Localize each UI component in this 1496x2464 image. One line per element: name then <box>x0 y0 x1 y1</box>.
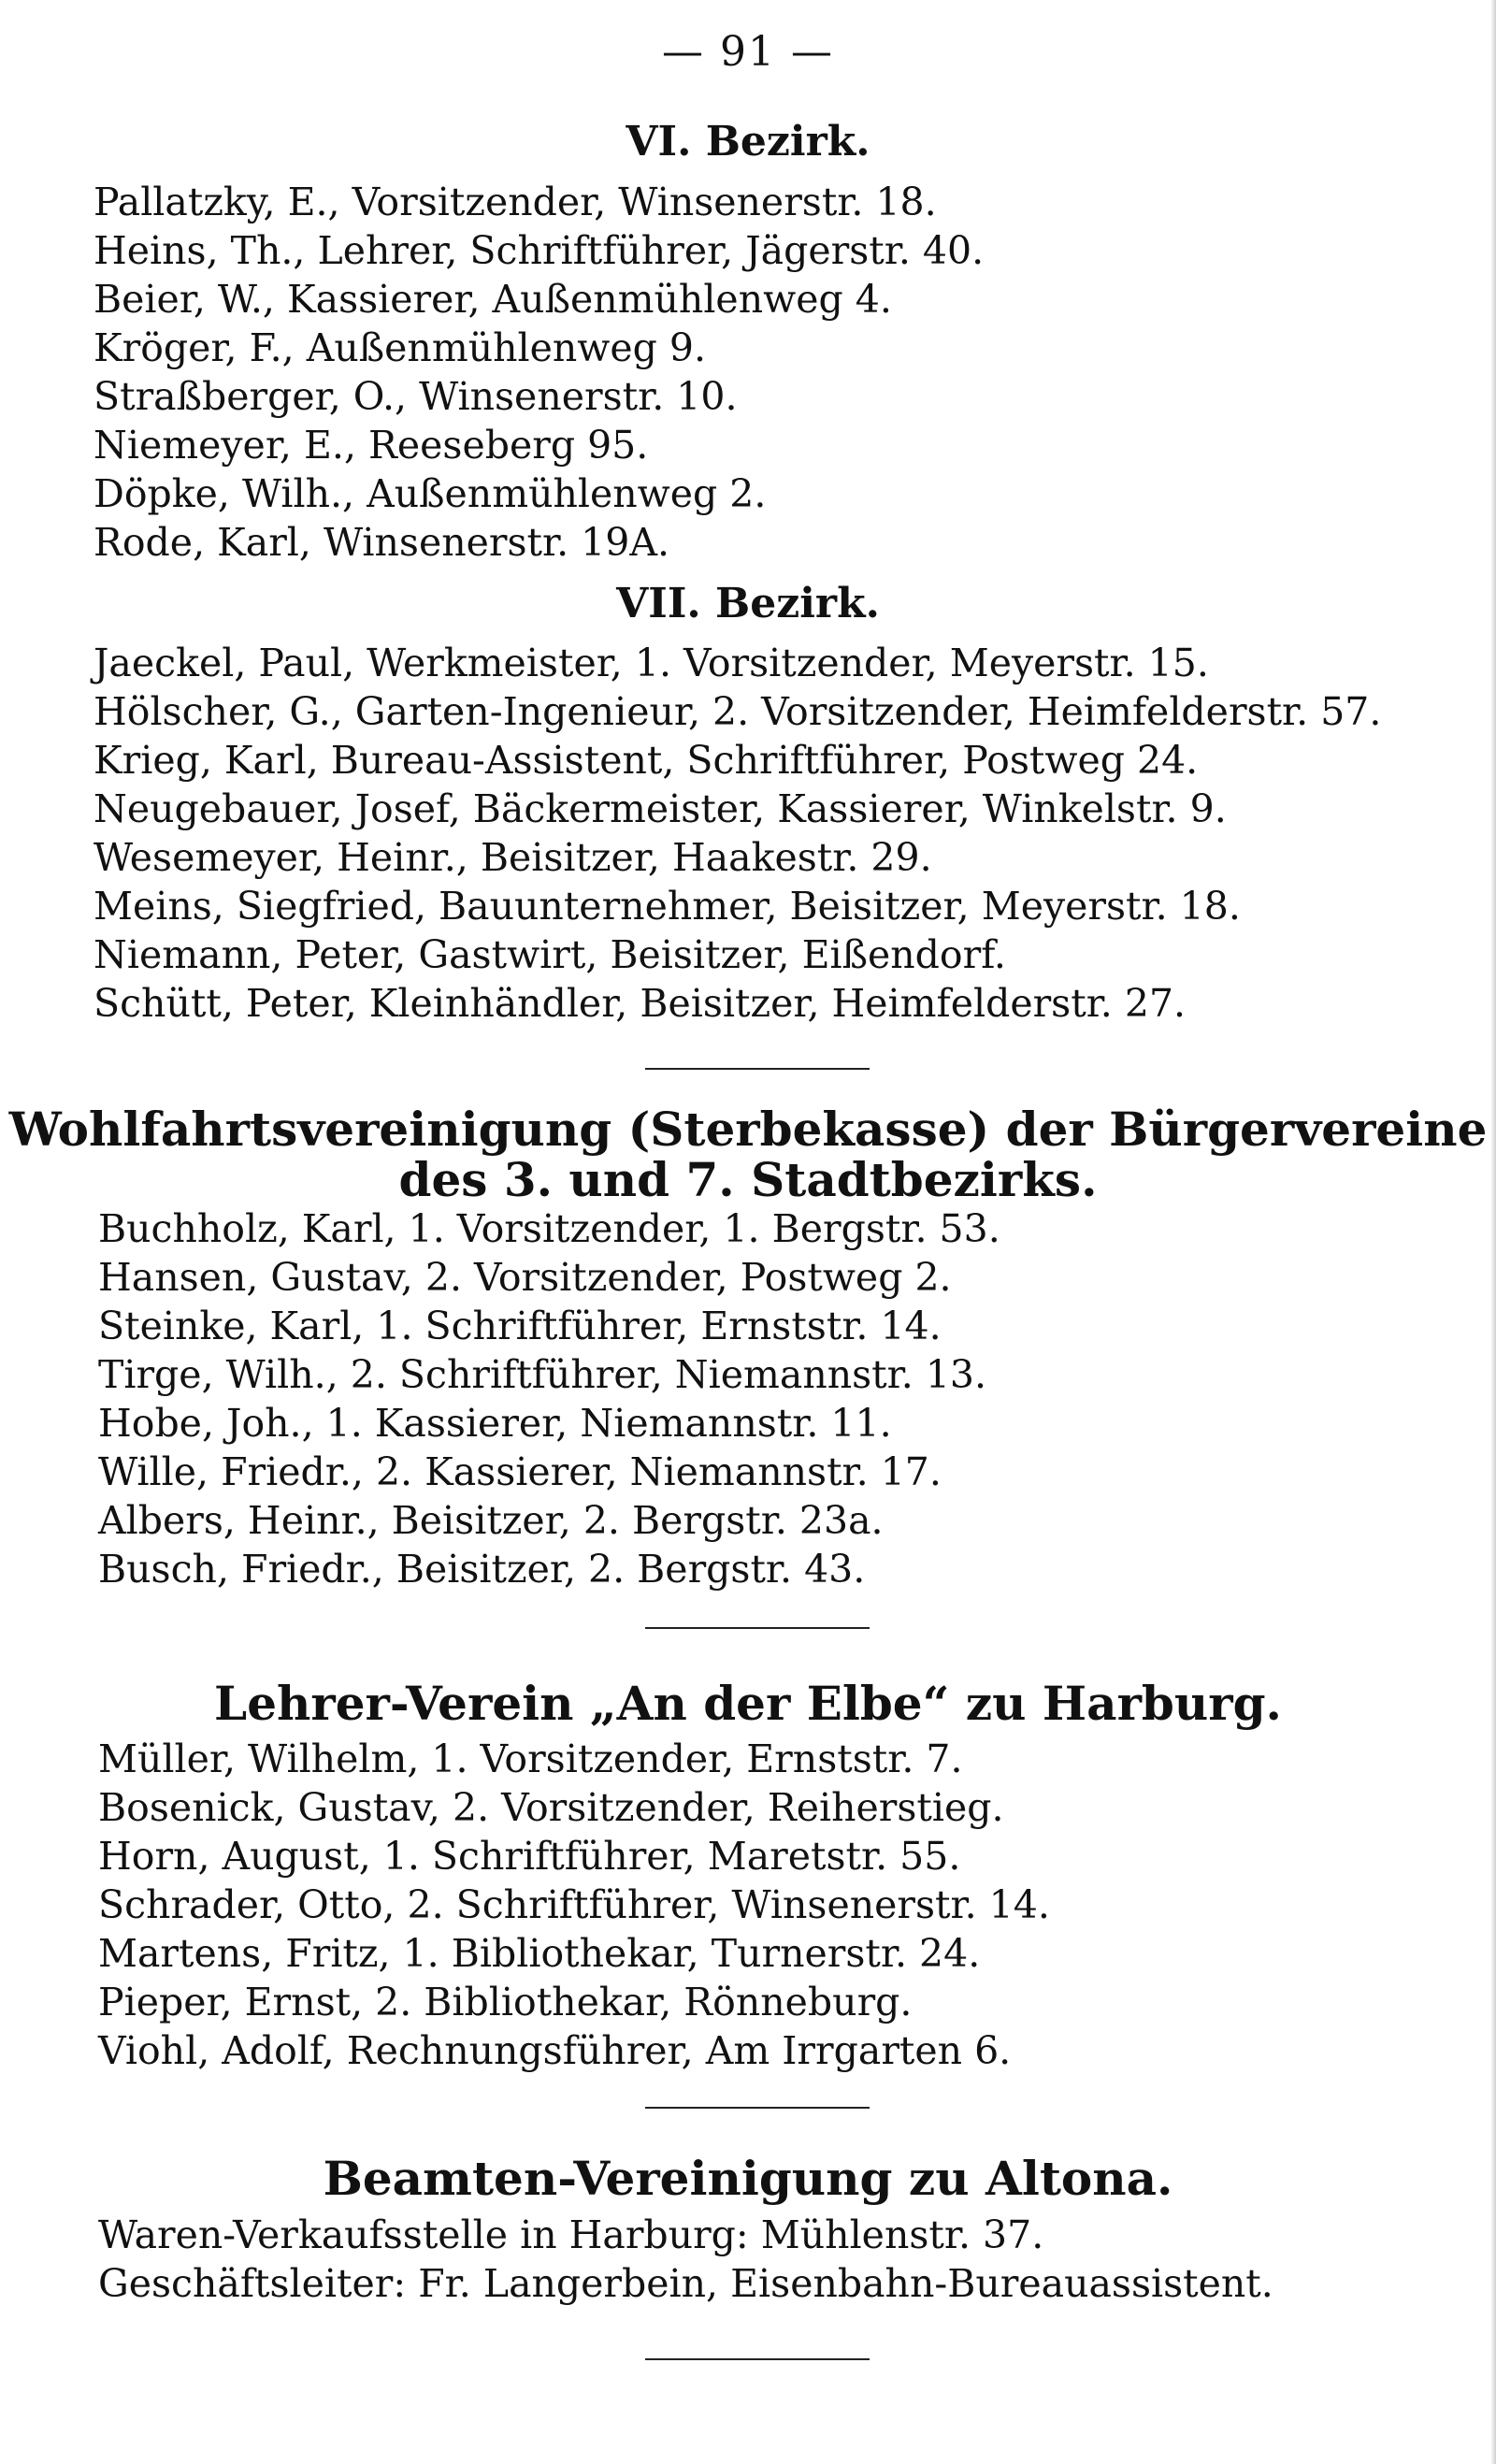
page-edge <box>1490 0 1496 2464</box>
lehrer-heading: Lehrer-Verein „An der Elbe“ zu Harburg. <box>214 1676 1282 1731</box>
list-item: Tirge, Wilh., 2. Schriftführer, Niemannstr. 13. <box>98 1352 987 1397</box>
list-item: Steinke, Karl, 1. Schriftführer, Ernststr. 14. <box>98 1304 942 1348</box>
list-item: Pieper, Ernst, 2. Bibliothekar, Rönneburg. <box>98 1980 913 2025</box>
list-item: Hölscher, G., Garten-Ingenieur, 2. Vorsitzender, Heimfelderstr. 57. <box>94 689 1382 734</box>
list-item: Albers, Heinr., Beisitzer, 2. Bergstr. 23a. <box>98 1498 884 1543</box>
list-item: Döpke, Wilh., Außenmühlenweg 2. <box>94 471 767 516</box>
district6-list <box>94 178 984 567</box>
list-item: Niemann, Peter, Gastwirt, Beisitzer, Eißendorf. <box>94 932 1006 977</box>
list-item: Schrader, Otto, 2. Schriftführer, Winsenerstr. 14. <box>98 1882 1050 1927</box>
list-item: Beier, W., Kassierer, Außenmühlenweg 4. <box>94 277 892 322</box>
list-item: Kröger, F., Außenmühlenweg 9. <box>94 325 707 370</box>
beamten-heading: Beamten-Vereinigung zu Altona. <box>323 2151 1173 2206</box>
list-item: Wille, Friedr., 2. Kassierer, Niemannstr. 17. <box>98 1449 942 1494</box>
beamten-list <box>98 2211 1273 2308</box>
list-item: Jaeckel, Paul, Werkmeister, 1. Vorsitzender, Meyerstr. 15. <box>94 641 1209 685</box>
list-item: Müller, Wilhelm, 1. Vorsitzender, Ernststr. 7. <box>98 1736 963 1781</box>
list-item: Heins, Th., Lehrer, Schriftführer, Jägerstr. 40. <box>94 228 985 273</box>
section-divider <box>645 2358 870 2360</box>
list-item: Schütt, Peter, Kleinhändler, Beisitzer, Heimfelderstr. 27. <box>94 981 1187 1026</box>
section-divider <box>645 1068 870 1070</box>
list-item: Straßberger, O., Winsenerstr. 10. <box>94 374 738 419</box>
list-item: Rode, Karl, Winsenerstr. 19A. <box>94 520 669 565</box>
lehrer-list <box>98 1735 1050 2075</box>
list-item: Martens, Fritz, 1. Bibliothekar, Turnerstr. 24. <box>98 1931 981 1976</box>
list-item: Geschäftsleiter: Fr. Langerbein, Eisenbahn-Bureauassistent. <box>98 2261 1273 2306</box>
list-item: Niemeyer, E., Reeseberg 95. <box>94 423 649 468</box>
list-item: Bosenick, Gustav, 2. Vorsitzender, Reiherstieg. <box>98 1785 1004 1830</box>
list-item: Buchholz, Karl, 1. Vorsitzender, 1. Bergstr. 53. <box>98 1206 1000 1251</box>
list-item: Wesemeyer, Heinr., Beisitzer, Haakestr. 29. <box>94 835 932 880</box>
list-item: Waren-Verkaufsstelle in Harburg: Mühlenstr. 37. <box>98 2212 1044 2257</box>
list-item: Horn, August, 1. Schriftführer, Maretstr. 55. <box>98 1834 961 1879</box>
list-item: Neugebauer, Josef, Bäckermeister, Kassierer, Winkelstr. 9. <box>94 786 1227 831</box>
list-item: Krieg, Karl, Bureau-Assistent, Schriftführer, Postweg 24. <box>94 738 1199 783</box>
list-item: Meins, Siegfried, Bauunternehmer, Beisitzer, Meyerstr. 18. <box>94 884 1241 929</box>
list-item: Busch, Friedr., Beisitzer, 2. Bergstr. 43. <box>98 1547 866 1592</box>
list-item: Viohl, Adolf, Rechnungsführer, Am Irrgarten 6. <box>98 2028 1012 2073</box>
section-divider <box>645 1627 870 1629</box>
district6-heading: VI. Bezirk. <box>626 118 870 166</box>
section-divider <box>645 2107 870 2109</box>
list-item: Pallatzky, E., Vorsitzender, Winsenerstr. 18. <box>94 180 937 224</box>
wohlfahrt-list <box>98 1204 1000 1593</box>
wohlfahrt-heading-line2: des 3. und 7. Stadtbezirks. <box>398 1152 1098 1207</box>
district7-heading: VII. Bezirk. <box>616 580 880 627</box>
wohlfahrt-heading-line1: Wohlfahrtsvereinigung (Sterbekasse) der Bürgervereine <box>8 1102 1488 1157</box>
district7-list <box>94 639 1381 1028</box>
list-item: Hobe, Joh., 1. Kassierer, Niemannstr. 11. <box>98 1401 892 1446</box>
page-number: — 91 — <box>662 28 834 76</box>
list-item: Hansen, Gustav, 2. Vorsitzender, Postweg 2. <box>98 1255 952 1300</box>
